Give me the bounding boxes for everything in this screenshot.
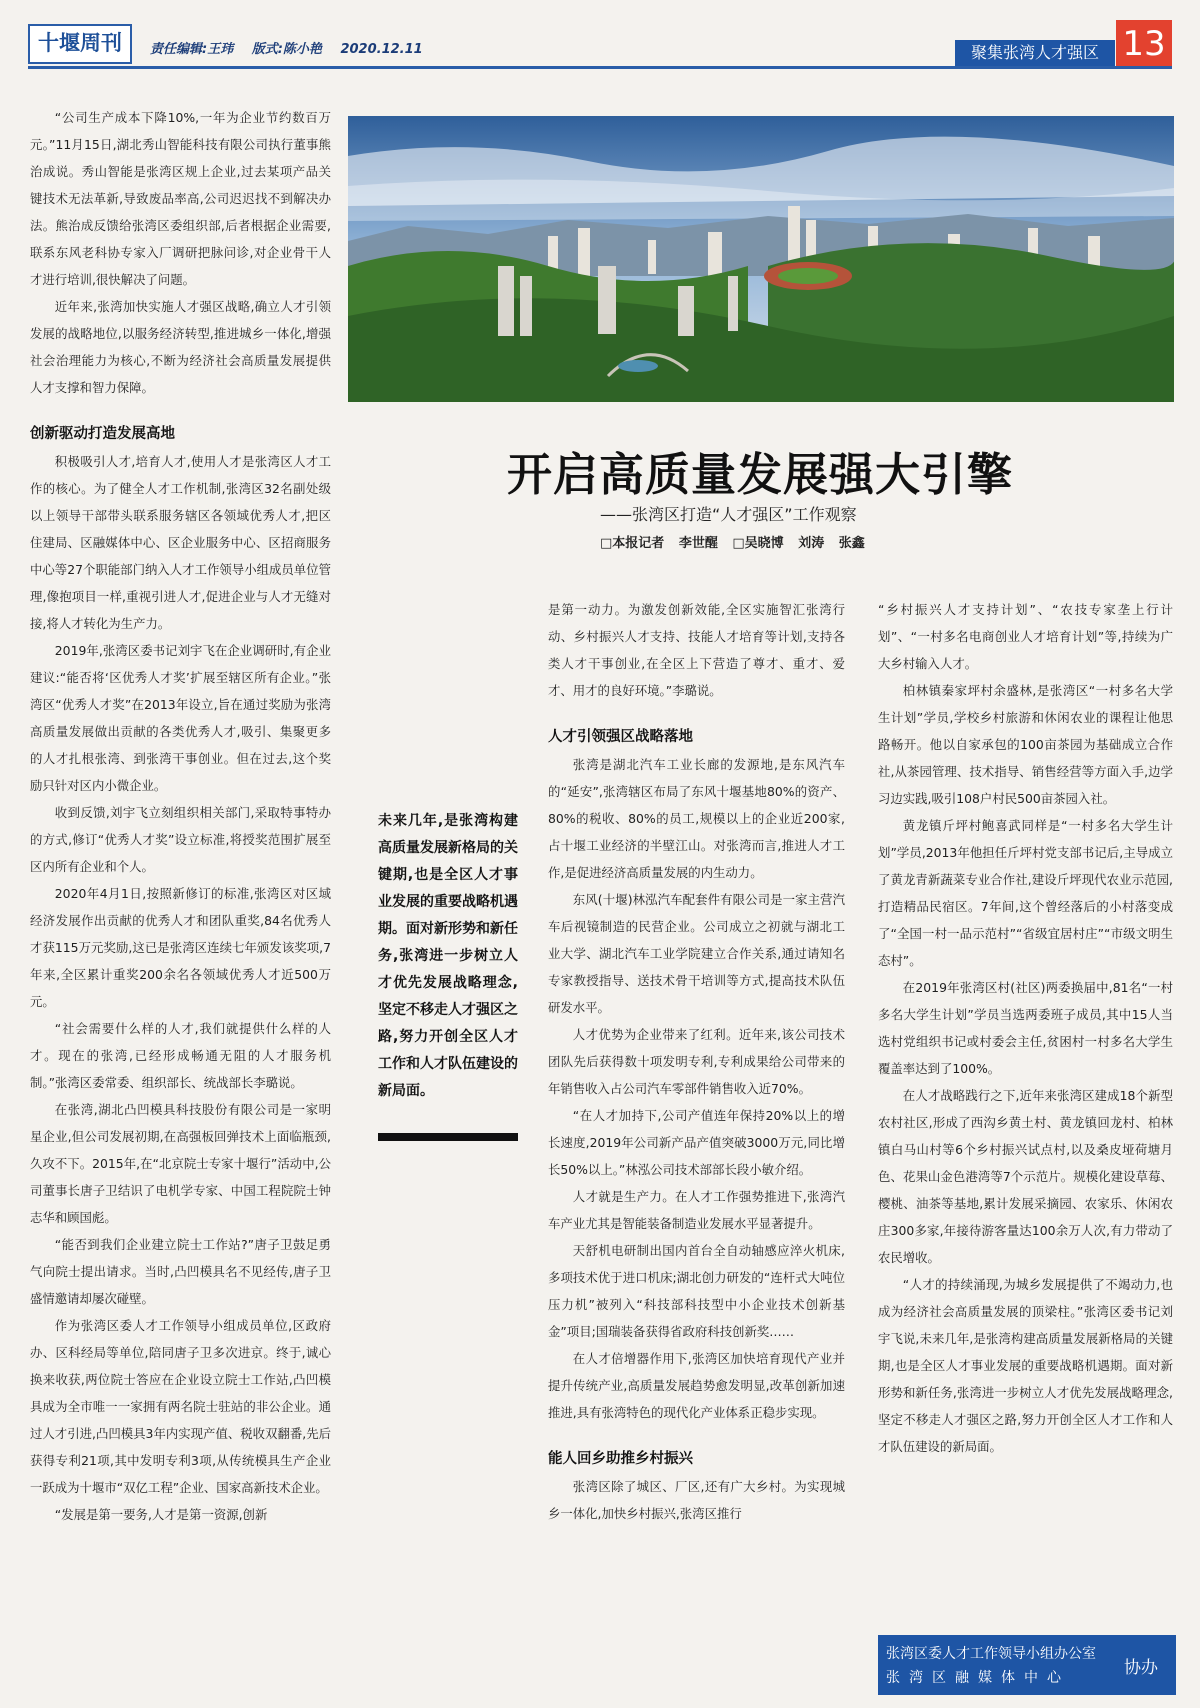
paragraph: 近年来,张湾加快实施人才强区战略,确立人才引领发展的战略地位,以服务经济转型,推进城乡一体化,增强社会治理能力为核心,不断为经济社会高质量发展提供人才支撑和智力保障。 xyxy=(30,299,331,395)
byline-author: 李世醒 xyxy=(678,536,718,551)
paragraph: 在张湾,湖北凸凹模具科技股份有限公司是一家明星企业,但公司发展初期,在高强板回弹技术上面临瓶颈,久攻不下。2015年,在“北京院士专家十堰行”活动中,公司董事长唐子卫结识了电机学专家、中国工程院院士钟志华和顾国彪。 xyxy=(30,1102,331,1225)
paragraph: “乡村振兴人才支持计划”、“农技专家垄上行计划”、“一村多名电商创业人才培育计划”等,持续为广大乡村输入人才。 xyxy=(878,602,1173,671)
paragraph: 柏林镇秦家坪村余盛林,是张湾区“一村多名大学生计划”学员,学校乡村旅游和休闲农业的课程让他思路畅开。他以自家承包的100亩茶园为基础成立合作社,从茶园管理、技术指导、销售经营等方面入手,边学习边实践,吸引108户村民500亩茶园入社。 xyxy=(878,683,1173,806)
page-number: 13 xyxy=(1116,20,1172,68)
article-headline: 开启高质量发展强大引擎 xyxy=(506,448,1013,501)
article-column-4 xyxy=(878,596,1173,1460)
masthead-logo xyxy=(28,24,132,64)
paragraph: 是第一动力。为激发创新效能,全区实施智汇张湾行动、乡村振兴人才支持、技能人才培育等计划,支持各类人才干事创业,在全区上下营造了尊才、重才、爱才、用才的良好环境。”李璐说。 xyxy=(548,602,845,698)
paragraph: “发展是第一要务,人才是第一资源,创新 xyxy=(54,1507,268,1522)
section-heading: 人才引领强区战略落地 xyxy=(548,729,693,745)
byline-author: 刘涛 xyxy=(798,536,825,551)
article-column-1 xyxy=(30,104,331,1528)
section-heading: 能人回乡助推乡村振兴 xyxy=(548,1451,693,1467)
paragraph: 2019年,张湾区委书记刘宇飞在企业调研时,有企业建议:“能否将‘区优秀人才奖’扩展至辖区所有企业。”张湾区“优秀人才奖”在2013年设立,旨在通过奖励为张湾高质量发展做出贡献的各类优秀人才,吸引、集聚更多的人才扎根张湾、到张湾干事创业。但在过去,这个奖励只针对区内小微企业。 xyxy=(30,643,331,793)
editor-name: 责任编辑:王玮 xyxy=(150,42,234,57)
paragraph: “在人才加持下,公司产值连年保持20%以上的增长速度,2019年公司新产品产值突破3000万元,同比增长50%以上。”林泓公司技术部部长段小敏介绍。 xyxy=(548,1108,845,1177)
paragraph: 2020年4月1日,按照新修订的标准,张湾区对区域经济发展作出贡献的优秀人才和团队重奖,84名优秀人才获115万元奖励,这已是张湾区连续七年颁发该奖项,7年来,全区累计重奖200余名各领域优秀人才近500万元。 xyxy=(30,886,331,1009)
paragraph: 人才优势为企业带来了红利。近年来,该公司技术团队先后获得数十项发明专利,专利成果给公司带来的年销售收入占公司汽车零部件销售收入近70%。 xyxy=(548,1027,845,1096)
byline-author: 张鑫 xyxy=(838,536,865,551)
paragraph: “社会需要什么样的人才,我们就提供什么样的人才。现在的张湾,已经形成畅通无阻的人才服务机制。”张湾区委常委、组织部长、统战部长李璐说。 xyxy=(30,1021,331,1090)
co-organizer-credit: 协办 xyxy=(1124,1658,1158,1678)
paragraph: 积极吸引人才,培育人才,使用人才是张湾区人才工作的核心。为了健全人才工作机制,张湾区32名副处级以上领导干部带头联系服务辖区各领域优秀人才,把区住建局、区融媒体中心、区企业服务中心、区招商服务中心等27个职能部门纳入人才工作领导小组成员单位管理,像抱项目一样,重视引进人才,促进企业与人才无缝对接,将人才转化为生产力。 xyxy=(30,454,331,631)
header-rule xyxy=(28,66,1172,69)
paragraph: 在人才战略践行之下,近年来张湾区建成18个新型农村社区,形成了西沟乡黄土村、黄龙镇回龙村、柏林镇白马山村等6个乡村振兴试点村,以及桑皮垭荷塘月色、花果山金色港湾等7个示范片。规模化建设草莓、樱桃、油茶等基地,累计发展采摘园、农家乐、休闲农庄300多家,年接待游客量达100余万人次,有力带动了农民增收。 xyxy=(878,1088,1173,1265)
paragraph: 作为张湾区委人才工作领导小组成员单位,区政府办、区科经局等单位,陪同唐子卫多次进京。终于,诚心换来收获,两位院士答应在企业设立院士工作站,凸凹模具成为全市唯一一家拥有两名院士驻站的非公企业。通过人才引进,凸凹模具3年内实现产值、税收双翻番,先后获得专利21项,其中发明专利3项,从传统模具生产企业一跃成为十堰市“双亿工程”企业、国家高新技术企业。 xyxy=(30,1318,331,1495)
paragraph: 收到反馈,刘宇飞立刻组织相关部门,采取特事特办的方式,修订“优秀人才奖”设立标准,将授奖范围扩展至区内所有企业和个人。 xyxy=(30,805,331,874)
byline-label: □吴晓博 xyxy=(732,536,784,551)
paragraph: 在人才倍增器作用下,张湾区加快培育现代产业并提升传统产业,高质量发展趋势愈发明显,改革创新加速推进,具有张湾特色的现代化产业体系正稳步实现。 xyxy=(548,1351,845,1420)
paragraph: 张湾区除了城区、厂区,还有广大乡村。为实现城乡一体化,加快乡村振兴,张湾区推行 xyxy=(548,1479,845,1521)
paragraph: “人才的持续涌现,为城乡发展提供了不竭动力,也成为经济社会高质量发展的顶梁柱。”张湾区委书记刘宇飞说,未来几年,是张湾构建高质量发展新格局的关键期,也是全区人才事业发展的重要战略机遇期。面对新形势和新任务,张湾进一步树立人才优先发展战略理念,坚定不移走人才强区之路,努力开创全区人才工作和人才队伍建设的新局面。 xyxy=(878,1277,1173,1454)
city-panorama-photo xyxy=(348,116,1174,402)
co-organizer-box xyxy=(878,1635,1176,1695)
paragraph: 在2019年张湾区村(社区)两委换届中,81名“一村多名大学生计划”学员当选两委班子成员,其中15人当选村党组织书记或村委会主任,贫困村一村多名大学生覆盖率达到了100%。 xyxy=(878,980,1173,1076)
co-organizer-media-center: 张湾区融媒体中心 xyxy=(886,1670,1070,1686)
paragraph: 张湾是湖北汽车工业长廊的发源地,是东风汽车的“延安”,张湾辖区布局了东风十堰基地80%的资产、80%的税收、80%的员工,规模以上的企业近200家,占十堰工业经济的半壁江山。对张湾而言,推进人才工作,是促进经济高质量发展的内生动力。 xyxy=(548,757,845,880)
paragraph: 人才就是生产力。在人才工作强势推进下,张湾汽车产业尤其是智能装备制造业发展水平显著提升。 xyxy=(548,1189,845,1231)
paragraph: 黄龙镇斤坪村鲍喜武同样是“一村多名大学生计划”学员,2013年他担任斤坪村党支部书记后,主导成立了黄龙青新蔬菜专业合作社,建设斤坪现代农业示范园,打造精品民宿区。7年间,这个曾经落后的小村落变成了“全国一村一品示范村”“省级宜居村庄”“市级文明生态村”。 xyxy=(878,818,1173,968)
paragraph: “能否到我们企业建立院士工作站?”唐子卫鼓足勇气向院士提出请求。当时,凸凹模具名不见经传,唐子卫盛情邀请却屡次碰壁。 xyxy=(30,1237,331,1306)
paragraph: 东风(十堰)林泓汽车配套件有限公司是一家主营汽车后视镜制造的民营企业。公司成立之初就与湖北工业大学、湖北汽车工业学院建立合作关系,通过请知名专家教授指导、送技术骨干培训等方式,提高技术队伍研发水平。 xyxy=(548,892,845,1015)
byline xyxy=(600,532,875,551)
co-organizer-office: 张湾区委人才工作领导小组办公室 xyxy=(886,1646,1096,1662)
article-subtitle: ——张湾区打造“人才强区”工作观察 xyxy=(600,505,857,524)
pull-quote: 未来几年,是张湾构建高质量发展新格局的关键期,也是全区人才事业发展的重要战略机遇期。面对新形势和新任务,张湾进一步树立人才优先发展战略理念,坚定不移走人才强区之路,努力开创全区人才工作和人才队伍建设的新局面。 xyxy=(378,813,518,1099)
paragraph: “公司生产成本下降10%,一年为企业节约数百万元。”11月15日,湖北秀山智能科技有限公司执行董事熊治成说。秀山智能是张湾区规上企业,过去某项产品关键技术无法革新,导致废品率高,公司迟迟找不到解决办法。熊治成反馈给张湾区委组织部,后者根据企业需要,联系东风老科协专家入厂调研把脉问诊,对企业骨干人才进行培训,很快解决了问题。 xyxy=(30,110,331,287)
section-heading: 创新驱动打造发展高地 xyxy=(30,426,175,442)
section-label: 聚集张湾人才强区 xyxy=(955,40,1115,66)
paragraph: 天舒机电研制出国内首台全自动轴感应淬火机床,多项技术优于进口机床;湖北创力研发的“连杆式大吨位压力机”被列入“科技部科技型中小企业技术创新基金”项目;国瑞装备获得省政府科技创新奖…… xyxy=(548,1243,845,1339)
editor-credits xyxy=(150,38,437,57)
layout-editor: 版式:陈小艳 xyxy=(251,42,322,57)
pull-quote-rule xyxy=(378,1133,518,1141)
byline-label: □本报记者 xyxy=(600,536,665,551)
article-column-3 xyxy=(548,596,845,1527)
issue-date: 2020.12.11 xyxy=(340,42,423,57)
masthead-title: 十堰周刊 xyxy=(38,31,122,55)
